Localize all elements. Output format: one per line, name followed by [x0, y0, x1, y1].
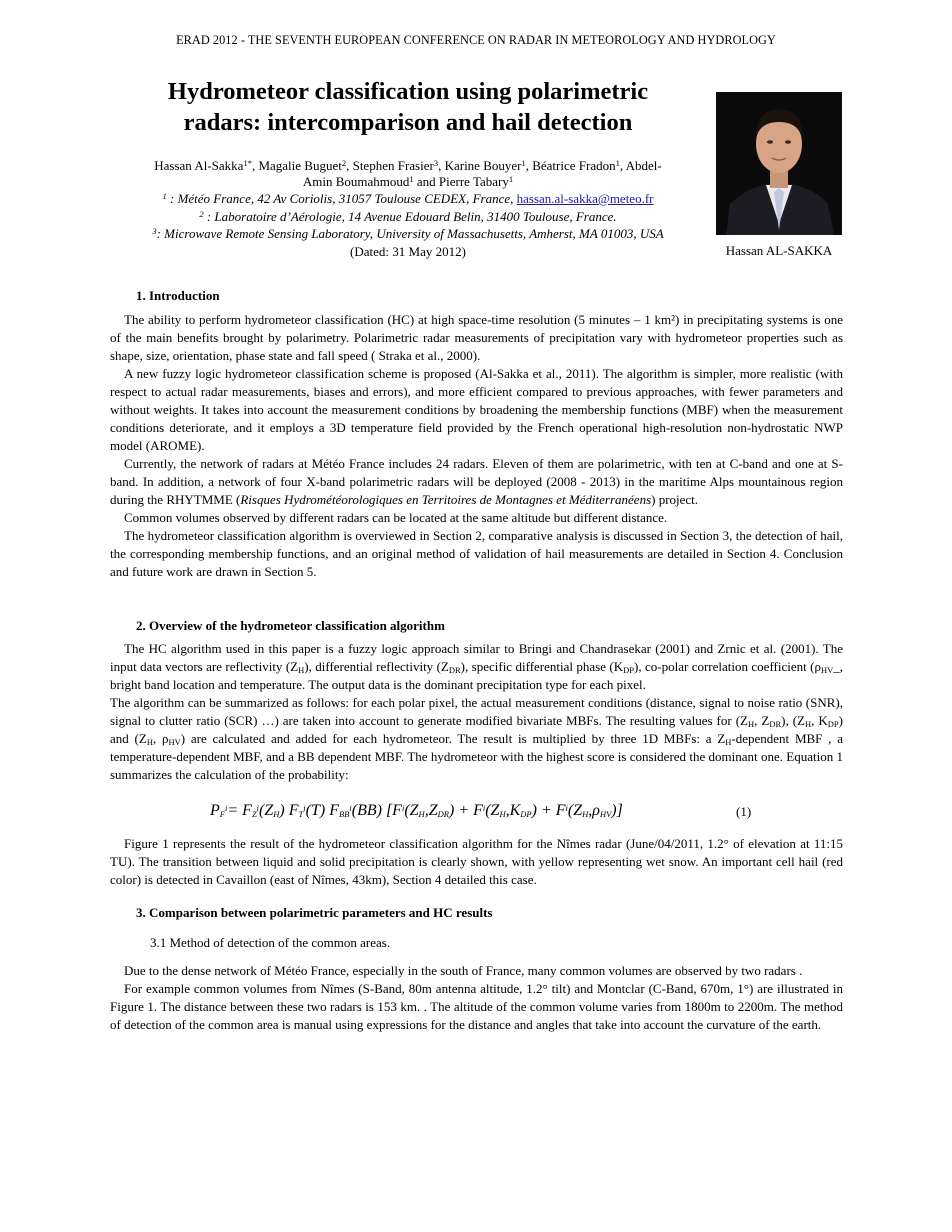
conference-header: ERAD 2012 - THE SEVENTH EUROPEAN CONFERENCE ON RADAR IN METEOROLOGY AND HYDROLOGY: [176, 33, 776, 47]
paragraph: Due to the dense network of Météo France, especially in the south of France, many common volumes are observed by two radars .: [124, 963, 803, 978]
email-link[interactable]: hassan.al-sakka@meteo.fr: [516, 191, 654, 206]
section-3-body: [110, 962, 843, 1034]
section-2-body: [110, 640, 843, 784]
subsection-3-1-heading: 3.1 Method of detection of the common areas.: [150, 935, 391, 950]
paragraph: Currently, the network of radars at Météo France includes 24 radars. Eleven of them are polarimetric, with ten at C-band and one at S-band. In addition, a network of four X-band polarimetric radars will be deployed (2008 - 2013) in the maritime Alps mountainous region during the RHYTMME (Risques Hydrométéorologiques en Territoires de Montagnes et Méditerranéens) project.: [110, 456, 843, 507]
equation-number: (1): [736, 804, 752, 819]
title-line-1: Hydrometeor classification using polarimetric: [167, 78, 649, 105]
section-2-heading: 2. Overview of the hydrometeor classification algorithm: [136, 618, 445, 633]
paragraph: A new fuzzy logic hydrometeor classification scheme is proposed (Al-Sakka et al., 2011). The algorithm is simpler, more realistic (with respect to actual radar measurements, biases and errors), and more efficient compared to previous approaches, with fewer parameters and without weights. It takes into account the measurement conditions by broadening the membership functions (MBF) when the measurement conditions deteriorate, and it employs a 3D temperature field provided by the French operational high-resolution non-hydrostatic NWP model (AROME).: [110, 366, 843, 453]
paragraph: The HC algorithm used in this paper is a fuzzy logic approach similar to Bringi and Chandrasekar (2001) and Zrnic et al. (2001). The input data vectors are reflectivity $(Z_H)$, differential reflectivity $(Z_{DR})$, specific differential phase $(K_{DP})$, co-polar correlation coefficient ($\rho_{HV}\_$, bright band location and temperature. The output data is the dominant precipitation type for each pixel.: [110, 641, 843, 692]
section-3-heading: 3. Comparison between polarimetric parameters and HC results: [136, 905, 493, 920]
paragraph: Common volumes observed by different radars can be located at the same altitude but different distance.: [124, 510, 668, 525]
section-1-body: [110, 311, 843, 581]
affiliation-1: $^1$ : Météo France, 42 Av Coriolis, 31057 Toulouse CEDEX, France, hassan.al-sakka@meteo.fr: [162, 191, 654, 206]
paragraph: Figure 1 represents the result of the hydrometeor classification algorithm for the Nîmes radar (June/04/2011, 1.2° of elevation at 11:15 TU). The transition between liquid and solid precipitation is clearly shown, with yellow representing wet snow. An important cell hail (red color) is detected in Cavaillon (east of Nîmes, 43km), Section 4 detailed this case.: [110, 836, 843, 887]
affiliation-2: $^2$ : Laboratoire d’Aérologie, 14 Avenue Edouard Belin, 31400 Toulouse, France.: [199, 208, 617, 224]
paragraph: For example common volumes from Nîmes (S-Band, 80m antenna altitude, 1.2° tilt) and Montclar (C-Band, 670m, 1°) are illustrated in Figure 1. The distance between these two radars is 153 km. . The altitude of the common volume varies from 1800m to 2200m. The method of detection of the common area is manual using expressions for the distance and angles that take into account the curvature of the earth.: [110, 981, 843, 1032]
affiliation-3: $^3$: Microwave Remote Sensing Laboratory, University of Massachusetts, Amherst, MA 01003, USA: [152, 226, 664, 241]
paragraph: The ability to perform hydrometeor classification (HC) at high space-time resolution (5 minutes – 1 km²) in precipitating systems is one of the main benefits brought by polarimetry. Polarimetric radar measurements of precipitation vary with hydrometeor properties such as shape, size, orientation, phase state and fall speed ( Straka et al., 2000).: [110, 312, 843, 363]
section-1-heading: 1. Introduction: [136, 288, 220, 303]
title-block: [108, 76, 708, 260]
author-list: Hassan Al-Sakka$^{1*}$, Magalie Buguet$^2$, Stephen Frasier$^3$, Karine Bouyer$^1$, Béatrice Fradon$^1$, Abdel- Amin Boumahmoud$^1$ and Pierre Tabary$^1$: [154, 158, 662, 189]
title-line-2: radars: intercomparison and hail detection: [183, 109, 633, 136]
paragraph: The algorithm can be summarized as follows: for each polar pixel, the actual measurement conditions (distance, signal to noise ratio (SNR), signal to clutter ratio (SCR) …) are taken into account to generate modified bivariate MBFs. The resulting values for ($Z_H$, $Z_{DR}$), ($Z_H$, $K_{DP}$) and ($Z_H$, $\rho_{HV}$) are calculated and added for each hydrometeor. The result is multiplied by three 1D MBFs: a $Z_H$-dependent MBF , a temperature-dependent MBF, and a BB dependent MBF. The hydrometeor with the highest score is considered the dominant one. Equation 1 summarizes the calculation of the probability:: [110, 695, 843, 782]
paragraph: The hydrometeor classification algorithm is overviewed in Section 2, comparative analysis is discussed in Section 3, the detection of hail, the corresponding membership functions, and an original method of validation of hail measurements are detailed in Section 4. Conclusion and future work are drawn in Section 5.: [110, 528, 843, 579]
paper-title: [108, 76, 708, 138]
section-2-body-cont: [110, 835, 843, 889]
equation-1: $P_F^i= F_Z^i(Z_H)$ $F_T^i(T)$ $F_{BB}^i(BB) [F^i(Z_H,Z_{DR}) + F^i(Z_H,K_{DP}) + F^i(Z_H,\rho_{HV})]$ (1): [210, 802, 752, 819]
photo-caption: Hassan AL-SAKKA: [725, 243, 833, 258]
dated-line: (Dated: 31 May 2012): [350, 243, 466, 259]
author-photo: [716, 92, 842, 235]
